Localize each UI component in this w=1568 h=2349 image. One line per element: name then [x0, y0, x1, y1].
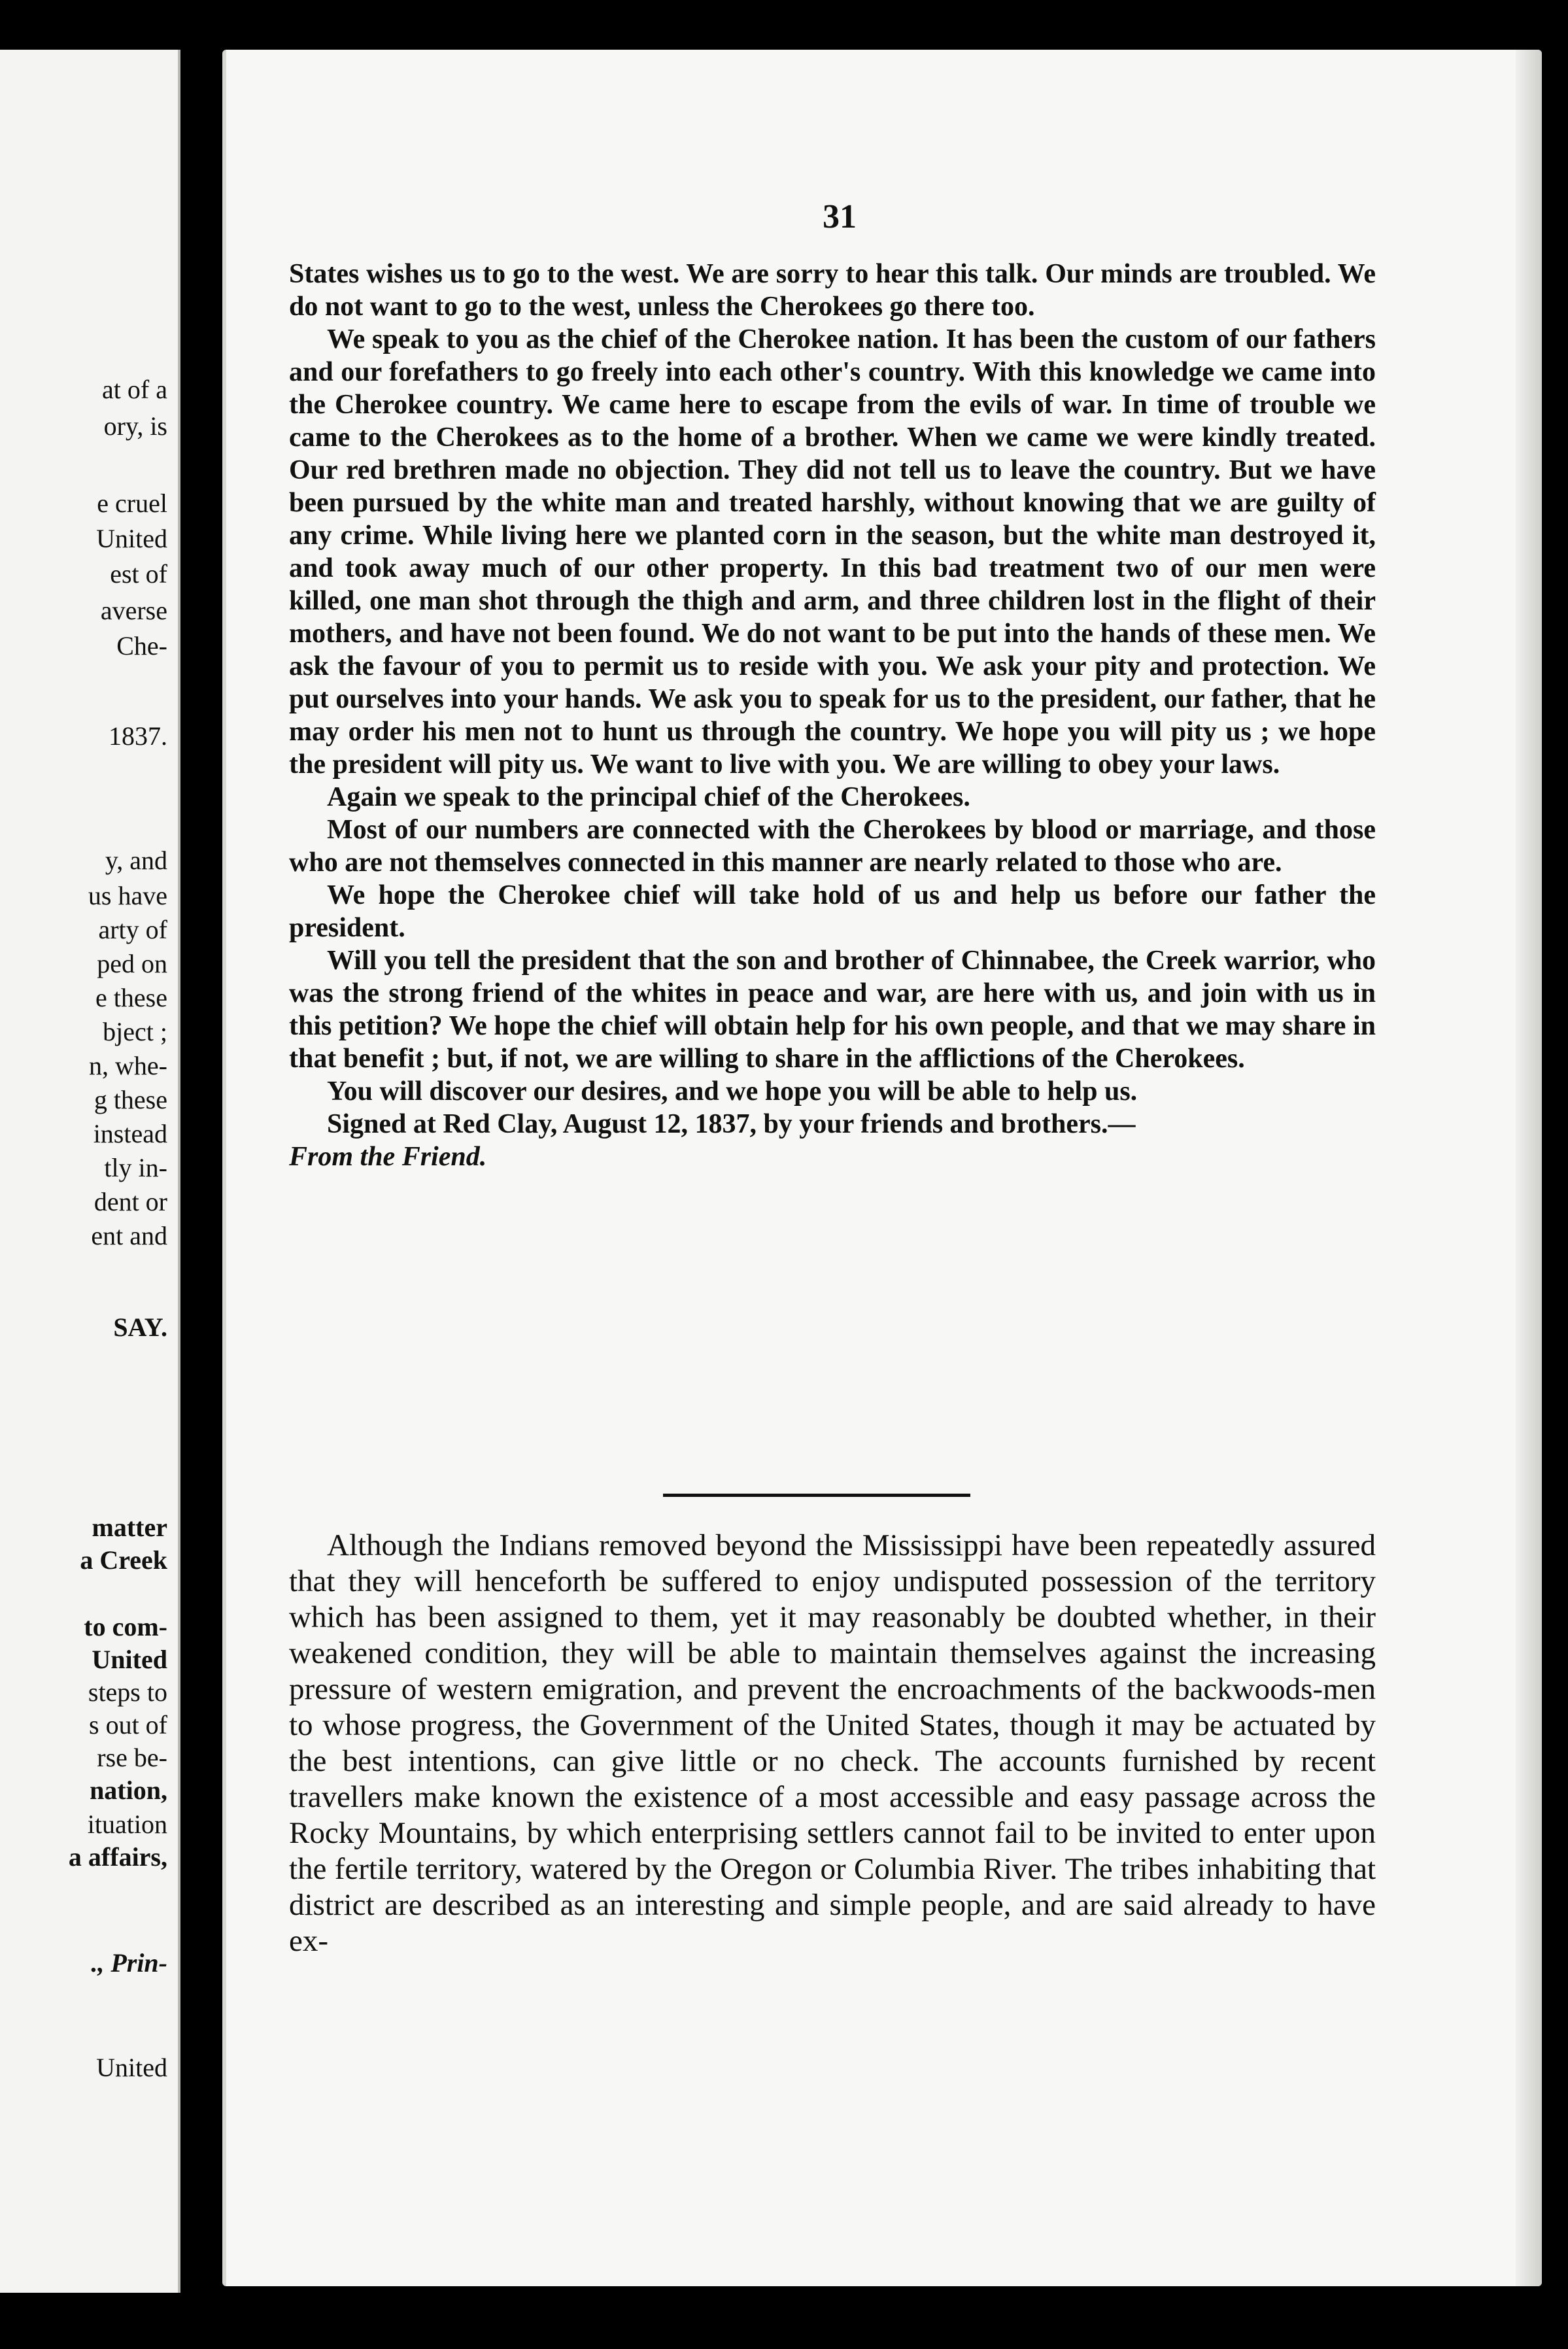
left-page-line: 1837. — [109, 721, 167, 751]
left-page-line: United — [92, 1645, 167, 1674]
left-page-line: ent and — [91, 1221, 167, 1250]
left-page-line: e these — [95, 983, 167, 1012]
left-page-line: g these — [94, 1085, 167, 1114]
left-facing-page — [0, 50, 180, 2293]
left-page-line: ., Prin- — [91, 1948, 167, 1978]
left-page-line: instead — [93, 1119, 167, 1148]
paragraph: Signed at Red Clay, August 12, 1837, by your friends and brothers.— — [327, 1109, 1136, 1139]
left-page-line: ituation — [87, 1809, 167, 1839]
left-page-line: matter — [92, 1513, 167, 1542]
left-page-line: s out of — [89, 1710, 167, 1740]
left-page-line: a affairs, — [68, 1842, 167, 1872]
page-edge-shadow — [1516, 50, 1542, 2286]
left-page-line: dent or — [94, 1187, 167, 1216]
paragraph: We hope the Cherokee chief will take hold of us and help us before our father the president. — [289, 880, 1376, 943]
left-page-line: United — [96, 2053, 167, 2082]
section-divider — [663, 1494, 970, 1497]
paragraph: Again we speak to the principal chief of the Cherokees. — [327, 782, 970, 812]
paragraph: Although the Indians removed beyond the Mississippi have been repeatedly assured that they will henceforth be suffered to enjoy undisputed possession of the territory which has been assigned to them, yet it may reasonably be doubted whether, in their weakened condition, they will be able to maintain themselves against the increasing pressure of western emigration, and prevent the encroachments of the backwoods-men to whose progress, the Government of the United States, though it may be actuated by the best intentions, can give little or no check. The accounts furnished by recent travellers make known the existence of a most accessible and easy passage across the Rocky Mountains, by which enterprising settlers cannot fail to be invited to enter upon the fertile territory, watered by the Oregon or Columbia River. The tribes inhabiting that district are described as an interesting and simple people, and are said already to have ex- — [289, 1528, 1376, 1958]
left-page-line: United — [96, 524, 167, 553]
paragraph: Most of our numbers are connected with the Cherokees by blood or marriage, and those who are not themselves connected in this manner are nearly related to those who are. — [289, 815, 1376, 878]
source-attribution: From the Friend. — [289, 1142, 487, 1172]
left-page-line: tly in- — [104, 1153, 167, 1182]
paragraph: States wishes us to go to the west. We are sorry to hear this talk. Our minds are troubled. We do not want to go to the west, unless the Cherokees go there too. — [289, 259, 1376, 322]
letter-text — [289, 258, 1376, 1173]
left-page-line: Che- — [116, 631, 167, 660]
left-page-line: at of a — [102, 375, 167, 404]
left-page-line: rse be- — [97, 1743, 167, 1772]
left-page-line: SAY. — [113, 1312, 167, 1342]
left-page-line: us have — [88, 881, 167, 910]
left-page-line: ory, is — [103, 411, 167, 441]
book-page — [222, 50, 1542, 2286]
left-page-line: to com- — [84, 1612, 167, 1641]
left-page-line: arty of — [98, 915, 167, 944]
left-page-line: ped on — [97, 949, 167, 978]
left-page-line: a Creek — [80, 1545, 167, 1575]
left-page-line: e cruel — [97, 489, 167, 518]
left-page-line: steps to — [88, 1677, 167, 1707]
paragraph: We speak to you as the chief of the Cherokee nation. It has been the custom of our fathers and our forefathers to go freely into each other's country. With this knowledge we came into the Cherokee country. We came here to escape from the evils of war. In time of trouble we came to the Cherokees as to the home of a brother. When we came we were kindly treated. Our red brethren made no objection. They did not tell us to leave the country. But we have been pursued by the white man and treated harshly, without knowing that we are guilty of any crime. While living here we planted corn in the season, but the white man destroyed it, and took away much of our other property. In this bad treatment two of our men were killed, one man shot through the thigh and arm, and three children lost in the flight of their mothers, and have not been found. We do not want to be put into the hands of these men. We ask the favour of you to permit us to reside with you. We ask your pity and protection. We put ourselves into your hands. We ask you to speak for us to the president, our father, that he may order his men not to hunt us through the country. We hope you will pity us ; we hope the president will pity us. We want to live with you. We are willing to obey your laws. — [289, 324, 1376, 780]
left-page-line: bject ; — [103, 1017, 167, 1046]
page-number: 31 — [823, 198, 857, 235]
left-page-line: averse — [100, 596, 167, 625]
left-page-line: nation, — [90, 1775, 167, 1805]
left-page-line: n, whe- — [89, 1051, 167, 1080]
essay-text — [289, 1528, 1376, 1959]
paragraph: Will you tell the president that the son and brother of Chinnabee, the Creek warrior, who was the strong friend of the whites in peace and war, are here with us, and join with us in this petition? We hope the chief will obtain help for his own people, and that we may share in that benefit ; but, if not, we are willing to share in the afflictions of the Cherokees. — [289, 946, 1376, 1074]
left-page-line: y, and — [105, 846, 167, 875]
paragraph: You will discover our desires, and we hope you will be able to help us. — [327, 1076, 1138, 1106]
left-page-line: est of — [110, 559, 167, 589]
